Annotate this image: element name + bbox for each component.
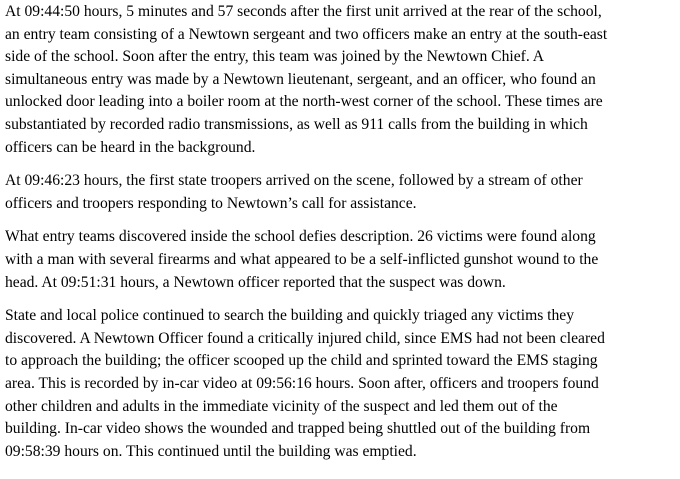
text-line: substantiated by recorded radio transmissions, as well as 911 calls from the building in which: [5, 115, 588, 133]
text-line: side of the school. Soon after the entry, this team was joined by the Newtown Chief. A: [5, 48, 545, 66]
text-line: building. In-car video shows the wounded and trapped being shuttled out of the building from: [5, 420, 591, 438]
paragraph-discovery: [5, 226, 680, 294]
text-line: officers can be heard in the background.: [5, 138, 256, 156]
text-line: with a man with several firearms and what appeared to be a self-inflicted gunshot wound to the: [5, 250, 599, 268]
text-line: head. At 09:51:31 hours, a Newtown officer reported that the suspect was down.: [5, 273, 506, 291]
text-line: to approach the building; the officer scooped up the child and sprinted toward the EMS staging: [5, 352, 598, 370]
text-line: At 09:46:23 hours, the first state troopers arrived on the scene, followed by a stream of other: [5, 172, 583, 190]
text-line: unlocked door leading into a boiler room at the north-west corner of the school. These times are: [5, 93, 603, 111]
text-line: officers and troopers responding to Newtown’s call for assistance.: [5, 194, 417, 212]
text-line: simultaneous entry was made by a Newtown lieutenant, sergeant, and an officer, who found an: [5, 70, 596, 88]
text-line: State and local police continued to search the building and quickly triaged any victims they: [5, 307, 575, 325]
text-line: discovered. A Newtown Officer found a critically injured child, since EMS had not been cleared: [5, 329, 605, 347]
text-line: 09:58:39 hours on. This continued until the building was emptied.: [5, 442, 417, 460]
text-line: At 09:44:50 hours, 5 minutes and 57 seconds after the first unit arrived at the rear of the school,: [5, 3, 602, 20]
text-line: area. This is recorded by in-car video at 09:56:16 hours. Soon after, officers and troopers found: [5, 374, 599, 392]
paragraph-search-and-triage: [5, 305, 680, 463]
paragraph-entry-teams: [5, 1, 680, 159]
paragraph-state-troopers: [5, 170, 680, 215]
text-line: an entry team consisting of a Newtown sergeant and two officers make an entry at the south-east: [5, 25, 608, 43]
text-line: What entry teams discovered inside the school defies description. 26 victims were found along: [5, 228, 596, 246]
text-line: other children and adults in the immediate vicinity of the suspect and led them out of the: [5, 397, 558, 415]
